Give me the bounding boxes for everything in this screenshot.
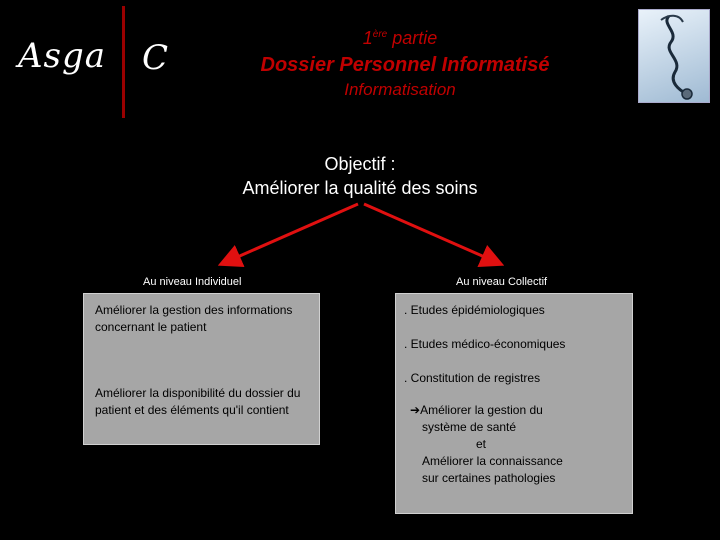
objective-label: Objectif : bbox=[324, 154, 396, 174]
collective-item-1: . Etudes épidémiologiques bbox=[404, 303, 545, 317]
part-number: 1 bbox=[362, 28, 373, 48]
arrow-right bbox=[364, 204, 496, 262]
part-word: partie bbox=[387, 28, 438, 48]
individual-heading: Au niveau Individuel bbox=[143, 276, 242, 288]
logo-mark: C bbox=[142, 38, 169, 78]
arrow-left bbox=[226, 204, 358, 262]
collective-item-3: . Constitution de registres bbox=[404, 371, 541, 385]
conclusion-line-2: système de santé bbox=[422, 420, 517, 434]
conclusion-line-1 bbox=[410, 402, 620, 419]
individual-item-2: Améliorer la disponibilité du dossier du patient et des éléments qu'il contient bbox=[95, 386, 301, 417]
collective-heading: Au niveau Collectif bbox=[456, 276, 548, 288]
individual-item-1: Améliorer la gestion des informations concernant le patient bbox=[95, 303, 293, 334]
page-title: Dossier Personnel Informatisé bbox=[260, 54, 550, 76]
part-superscript: ère bbox=[372, 29, 388, 40]
conclusion-line-5: sur certaines pathologies bbox=[422, 471, 556, 485]
conclusion-text-1: Améliorer la gestion du bbox=[420, 403, 543, 417]
logo-text: Asga bbox=[18, 36, 107, 76]
collective-item-2: . Etudes médico-économiques bbox=[404, 337, 566, 351]
page-subtitle: Informatisation bbox=[344, 80, 456, 99]
conclusion-line-4: Améliorer la connaissance bbox=[422, 454, 563, 468]
conclusion-line-3: et bbox=[476, 437, 487, 451]
right-arrow-icon: ➔ bbox=[410, 403, 421, 417]
objective-text: Améliorer la qualité des soins bbox=[242, 178, 478, 198]
